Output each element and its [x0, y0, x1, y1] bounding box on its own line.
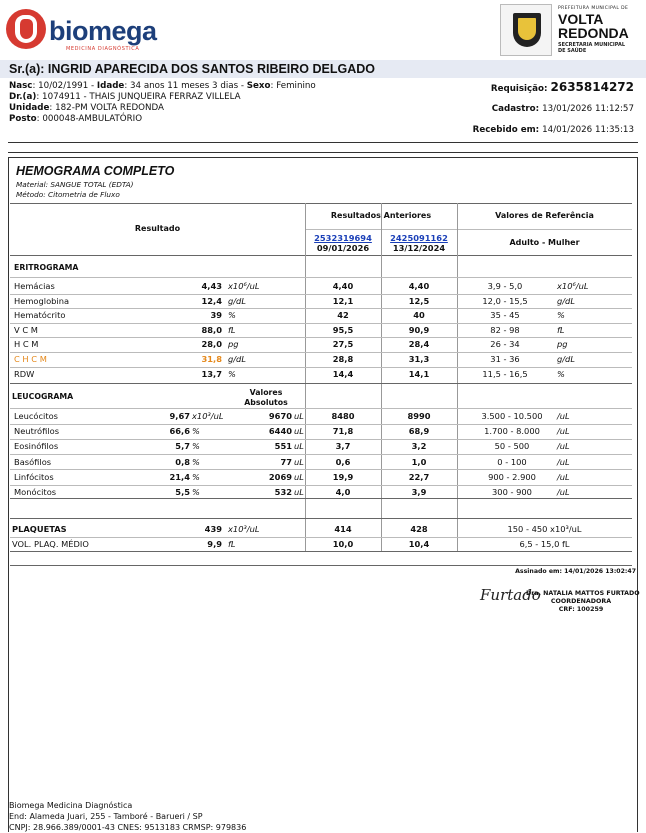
leuko-absolute-unit: uL — [294, 411, 304, 421]
prev-value-2: 14,1 — [408, 368, 430, 379]
test-value: 12,4 — [201, 295, 222, 306]
leuko-name: Linfócitos — [14, 471, 54, 482]
recebido-line — [473, 125, 634, 135]
prev-value-1: 3,7 — [335, 441, 351, 452]
reference-unit: g/dL — [557, 354, 575, 364]
signature-top-line — [10, 565, 632, 566]
leuko-absolute: 532 — [274, 487, 292, 497]
leuko-value: 66,6 — [169, 426, 190, 437]
reference-range: 6,5 - 15,0 fL — [519, 539, 570, 549]
prev-value-2: 31,3 — [408, 354, 430, 364]
test-name: H C M — [14, 339, 39, 350]
signature-script: Furtado — [480, 586, 541, 604]
prev-value-1: 28,8 — [332, 354, 354, 364]
leuko-value: 9,67 — [169, 411, 190, 421]
exam-title: HEMOGRAMA COMPLETO — [16, 164, 175, 178]
reference-unit: fL — [557, 324, 565, 335]
reference-range: 11,5 - 16,5 — [482, 368, 528, 379]
test-name: RDW — [14, 368, 35, 379]
biomega-brand-name: biomega — [49, 16, 157, 46]
biomega-logo-icon — [6, 9, 46, 49]
prev-value-1: 27,5 — [332, 339, 354, 350]
test-name: Hematócrito — [14, 310, 66, 321]
test-value: 28,0 — [201, 339, 222, 350]
reference-range: 12,0 - 15,5 — [482, 295, 528, 306]
eritrograma-end-line — [10, 383, 632, 384]
col-header-referencia: Valores de Referência — [495, 211, 594, 220]
header-divider-2 — [8, 152, 638, 153]
leuko-absolute-unit: uL — [294, 426, 304, 437]
table-bottom-line — [10, 551, 632, 552]
leuko-unit: % — [192, 426, 200, 437]
platelet-name: VOL. PLAQ. MÉDIO — [12, 539, 89, 549]
prev-value-2: 8990 — [407, 411, 431, 421]
leuko-value: 0,8 — [175, 456, 190, 467]
prev-value-1: 19,9 — [332, 471, 354, 482]
reference-range: 31 - 36 — [490, 354, 520, 364]
prev-result-1-date: 09/01/2026 — [316, 243, 370, 253]
prev-value-1: 12,1 — [332, 295, 354, 306]
leuko-unit: % — [192, 441, 200, 452]
row-divider — [10, 424, 632, 425]
leuko-absolute-unit: uL — [294, 456, 304, 467]
requisition-number: 2635814272 — [550, 80, 634, 94]
unidade-value: : 182-PM VOLTA REDONDA — [49, 103, 164, 113]
reference-unit: /uL — [557, 456, 570, 467]
header-divider — [8, 142, 638, 143]
prev-value-1: 4,40 — [332, 281, 354, 291]
posto-label: Posto — [9, 114, 37, 124]
leuko-absolute: 77 — [280, 456, 292, 467]
prev-value-2: 3,9 — [411, 487, 427, 497]
cadastro-label: Cadastro: — [491, 104, 543, 114]
leuko-absolute: 6440 — [268, 426, 292, 437]
row-divider — [10, 308, 632, 309]
section-eritrograma: ERITROGRAMA — [14, 263, 79, 272]
row-divider — [10, 439, 632, 440]
reference-unit: % — [557, 368, 565, 379]
section-leucograma: LEUCOGRAMA — [12, 392, 74, 401]
prev-value-1: 4,0 — [335, 487, 351, 497]
dr-label: Dr.(a) — [9, 92, 37, 102]
leuko-absolute: 9670 — [268, 411, 292, 421]
biomega-tagline: MEDICINA DIAGNÓSTICA — [66, 46, 140, 52]
reference-unit: /uL — [557, 487, 570, 497]
table-header-mid-line — [305, 229, 632, 230]
requisition-label: Requisição: — [490, 84, 551, 94]
nasc-label: Nasc — [9, 81, 33, 91]
prev-value-2: 428 — [410, 524, 428, 534]
test-unit: g/dL — [228, 295, 246, 306]
prev-value-1: 42 — [337, 310, 349, 321]
table-top-line — [10, 203, 632, 204]
recebido-value: 14/01/2026 11:35:13 — [542, 125, 634, 135]
prev-value-2: 90,9 — [408, 324, 430, 335]
leuko-name: Eosinófilos — [14, 441, 59, 452]
leuko-value: 5,7 — [175, 441, 190, 452]
prev-value-1: 414 — [334, 524, 352, 534]
unidade-label: Unidade — [9, 103, 50, 113]
prev-value-2: 4,40 — [408, 281, 430, 291]
leuko-unit: % — [192, 471, 200, 482]
cadastro-value: 13/01/2026 11:12:57 — [542, 104, 634, 114]
prev-value-2: 3,2 — [411, 441, 427, 452]
city-crest-icon — [500, 4, 552, 56]
requisition-line — [491, 80, 634, 94]
row-divider — [10, 537, 632, 538]
sexo-value: : Feminino — [270, 81, 316, 91]
test-name: Hemácias — [14, 281, 55, 291]
reference-range: 150 - 450 x10³/uL — [507, 524, 582, 534]
city-prefeitura-label: PREFEITURA MUNICIPAL DE — [558, 6, 629, 11]
prev-value-2: 40 — [413, 310, 425, 321]
row-divider — [10, 469, 632, 470]
reference-group: Adulto - Mulher — [509, 238, 580, 247]
test-name: C H C M — [14, 354, 47, 364]
leuko-unit: % — [192, 456, 200, 467]
leuko-value: 21,4 — [169, 471, 190, 482]
test-unit: g/dL — [228, 354, 246, 364]
reference-range: 0 - 100 — [497, 456, 527, 467]
row-divider — [10, 352, 632, 353]
platelet-name: PLAQUETAS — [12, 524, 67, 534]
platelet-value: 9,9 — [207, 539, 222, 549]
row-divider — [10, 367, 632, 368]
leuko-name: Neutrófilos — [14, 426, 60, 437]
reference-range: 35 - 45 — [490, 310, 520, 321]
col-header-anteriores: Resultados Anteriores — [330, 211, 432, 220]
prev-value-1: 0,6 — [335, 456, 351, 467]
leuko-absolute-unit: uL — [294, 471, 304, 482]
test-unit: pg — [228, 339, 239, 350]
reference-range: 26 - 34 — [490, 339, 520, 350]
prev-value-2: 68,9 — [408, 426, 430, 437]
prev-value-1: 95,5 — [332, 324, 354, 335]
patient-post-line — [9, 114, 142, 125]
test-unit: x10⁶/uL — [228, 281, 260, 291]
test-value: 88,0 — [201, 324, 222, 335]
test-name: V C M — [14, 324, 38, 335]
patient-unit-line — [9, 103, 164, 114]
plaquetas-top-line — [10, 518, 632, 519]
reference-unit: /uL — [557, 411, 570, 421]
prev-value-2: 28,4 — [408, 339, 430, 350]
prev-value-2: 22,7 — [408, 471, 430, 482]
idade-label: Idade — [96, 81, 125, 91]
prev-value-1: 10,0 — [332, 539, 354, 549]
platelet-value: 439 — [204, 524, 222, 534]
test-unit: % — [228, 310, 236, 321]
reference-range: 1.700 - 8.000 — [484, 426, 540, 437]
leuko-unit: x10³/uL — [192, 411, 224, 421]
city-secretaria-line1: SECRETARIA MUNICIPAL — [558, 42, 626, 48]
valores-absolutos-label-2: Absolutos — [244, 398, 288, 407]
reference-range: 300 - 900 — [492, 487, 532, 497]
footer-address: End: Alameda Juari, 255 - Tamboré - Barueri / SP — [9, 812, 203, 821]
cadastro-line — [492, 104, 634, 114]
prev-value-2: 1,0 — [411, 456, 427, 467]
test-value: 4,43 — [201, 281, 222, 291]
prev-value-1: 14,4 — [332, 368, 354, 379]
signer-name: Dra. NATALIA MATTOS FURTADO — [526, 590, 640, 597]
recebido-label: Recebido em: — [472, 125, 543, 135]
leuko-absolute-unit: uL — [294, 487, 304, 497]
reference-unit: /uL — [557, 471, 570, 482]
row-divider — [10, 485, 632, 486]
reference-range: 900 - 2.900 — [488, 471, 536, 482]
leuko-name: Monócitos — [14, 487, 57, 497]
city-secretaria-line2: DE SAÚDE — [558, 48, 587, 54]
reference-unit: g/dL — [557, 295, 575, 306]
test-value: 31,8 — [201, 354, 222, 364]
posto-value: : 000048-AMBULATÓRIO — [36, 114, 143, 124]
reference-unit: pg — [557, 339, 568, 350]
reference-unit: /uL — [557, 441, 570, 452]
exam-method: Método: Citometria de Fluxo — [16, 190, 120, 199]
reference-unit: x10⁶/uL — [557, 281, 589, 291]
biomega-logo — [4, 6, 157, 54]
leuko-name: Basófilos — [14, 456, 52, 467]
test-value: 39 — [210, 310, 222, 321]
reference-unit: /uL — [557, 426, 570, 437]
signer-crf: CRF: 100259 — [558, 606, 604, 613]
row-divider — [10, 323, 632, 324]
row-divider — [10, 454, 632, 455]
leuko-value: 5,5 — [175, 487, 190, 497]
prev-value-2: 12,5 — [408, 295, 430, 306]
row-divider — [10, 294, 632, 295]
leuko-absolute: 551 — [274, 441, 292, 452]
test-value: 13,7 — [201, 368, 222, 379]
leuko-name: Leucócitos — [14, 411, 58, 421]
exam-material: Material: SANGUE TOTAL (EDTA) — [16, 180, 134, 189]
platelet-unit: x10³/uL — [228, 524, 260, 534]
valores-absolutos-label-1: Valores — [249, 388, 283, 397]
reference-range: 3,9 - 5,0 — [487, 281, 523, 291]
sexo-label: Sexo — [246, 81, 271, 91]
prev-value-1: 8480 — [331, 411, 355, 421]
nasc-value: : 10/02/1991 - — [32, 81, 97, 91]
leucograma-line — [10, 408, 632, 409]
prev-value-2: 10,4 — [408, 539, 430, 549]
col-header-resultado: Resultado — [134, 224, 181, 233]
test-name: Hemoglobina — [14, 295, 70, 306]
patient-doctor-line — [9, 92, 241, 103]
leuko-unit: % — [192, 487, 200, 497]
prev-result-1-link[interactable]: 2532319694 — [314, 233, 372, 243]
prev-result-2-link[interactable]: 2425091162 — [390, 233, 448, 243]
signed-at: Assinado em: 14/01/2026 13:02:47 — [515, 568, 636, 575]
footer-registry: CNPJ: 28.966.389/0001-43 CNES: 9513183 CRMSP: 979836 — [9, 823, 247, 832]
test-unit: fL — [228, 324, 236, 335]
volta-redonda-logo — [500, 4, 640, 58]
patient-name: Sr.(a): INGRID APARECIDA DOS SANTOS RIBEIRO DELGADO — [9, 62, 376, 76]
row-divider — [10, 337, 632, 338]
reference-range: 82 - 98 — [490, 324, 520, 335]
reference-unit: % — [557, 310, 565, 321]
reference-range: 50 - 500 — [494, 441, 530, 452]
city-name-line1: VOLTA — [558, 11, 604, 27]
eritrograma-line — [10, 277, 632, 278]
dr-value: : 1074911 - THAIS JUNQUEIRA FERRAZ VILLELA — [36, 92, 241, 102]
leucograma-end-line — [10, 498, 632, 499]
footer-company: Biomega Medicina Diagnóstica — [9, 801, 133, 810]
prev-value-1: 71,8 — [332, 426, 354, 437]
patient-birth-line — [9, 81, 316, 92]
leuko-absolute-unit: uL — [294, 441, 304, 452]
prev-result-2-date: 13/12/2024 — [392, 243, 446, 253]
city-name-line2: REDONDA — [558, 25, 629, 41]
platelet-unit: fL — [228, 539, 236, 549]
signer-role: COORDENADORA — [550, 598, 612, 605]
reference-range: 3.500 - 10.500 — [481, 411, 543, 421]
test-unit: % — [228, 368, 236, 379]
idade-value: : 34 anos 11 meses 3 dias - — [124, 81, 247, 91]
table-header-bottom-line — [10, 255, 632, 256]
leuko-absolute: 2069 — [268, 471, 292, 482]
